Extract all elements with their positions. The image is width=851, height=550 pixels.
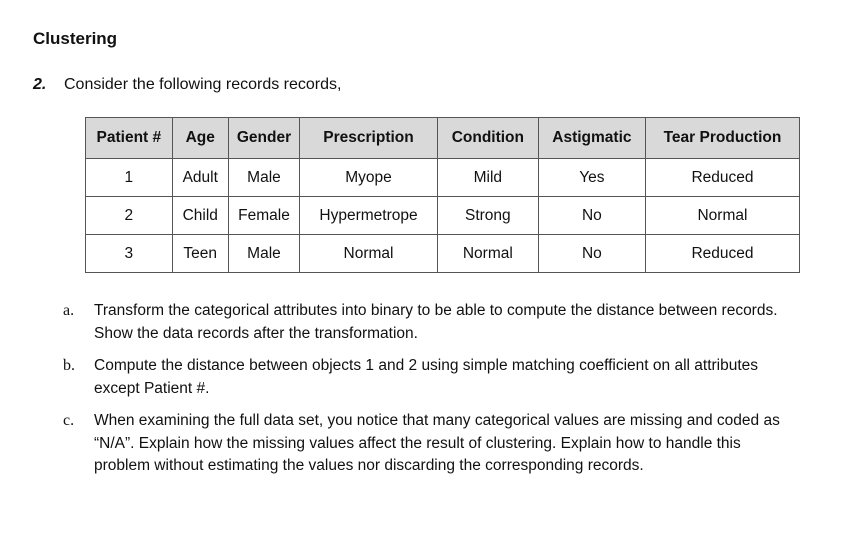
part-a	[63, 300, 783, 345]
records-table	[85, 117, 800, 273]
table-cell: Male	[228, 235, 299, 273]
table-cell: 2	[86, 197, 173, 235]
part-text: Compute the distance between objects 1 and 2 using simple matching coefficient on all attributes except Patient #.	[94, 357, 759, 397]
table-cell: 3	[86, 235, 173, 273]
table-cell: No	[538, 197, 645, 235]
part-letter: b.	[63, 357, 75, 374]
part-b	[63, 355, 783, 400]
table-cell: Hypermetrope	[300, 197, 438, 235]
table-cell: Normal	[437, 235, 538, 273]
header-prescription: Prescription	[300, 118, 438, 159]
table-row	[86, 197, 800, 235]
table-row	[86, 159, 800, 197]
table-cell: Male	[228, 159, 299, 197]
header-gender: Gender	[228, 118, 299, 159]
question-prompt	[33, 76, 341, 94]
table-cell: Child	[172, 197, 228, 235]
header-age: Age	[172, 118, 228, 159]
header-condition: Condition	[437, 118, 538, 159]
table-cell: Adult	[172, 159, 228, 197]
table-cell: Mild	[437, 159, 538, 197]
question-number: 2.	[33, 76, 47, 93]
table-cell: 1	[86, 159, 173, 197]
part-text: Transform the categorical attributes into binary to be able to compute the distance between records. Show the data records after the transformation.	[94, 302, 778, 342]
question-text: Consider the following records records,	[64, 76, 342, 93]
table-cell: Yes	[538, 159, 645, 197]
table-header-row	[86, 118, 800, 159]
table-cell: No	[538, 235, 645, 273]
part-letter: c.	[63, 412, 75, 429]
header-patient: Patient #	[86, 118, 173, 159]
table-cell: Normal	[645, 197, 799, 235]
table-cell: Teen	[172, 235, 228, 273]
header-astigmatic: Astigmatic	[538, 118, 645, 159]
part-text: When examining the full data set, you notice that many categorical values are missing and coded as “N/A”. Explain how the missing values affect the result of clustering. Explain how to handle this problem without estimating the values nor discarding the corresponding records.	[94, 412, 780, 474]
table-cell: Reduced	[645, 235, 799, 273]
header-tear-production: Tear Production	[645, 118, 799, 159]
question-parts	[63, 300, 783, 488]
table-row	[86, 235, 800, 273]
table-cell: Female	[228, 197, 299, 235]
table-cell: Myope	[300, 159, 438, 197]
part-letter: a.	[63, 302, 75, 319]
table-cell: Strong	[437, 197, 538, 235]
part-c	[63, 410, 783, 478]
table-cell: Reduced	[645, 159, 799, 197]
section-title: Clustering	[33, 29, 118, 48]
table-cell: Normal	[300, 235, 438, 273]
